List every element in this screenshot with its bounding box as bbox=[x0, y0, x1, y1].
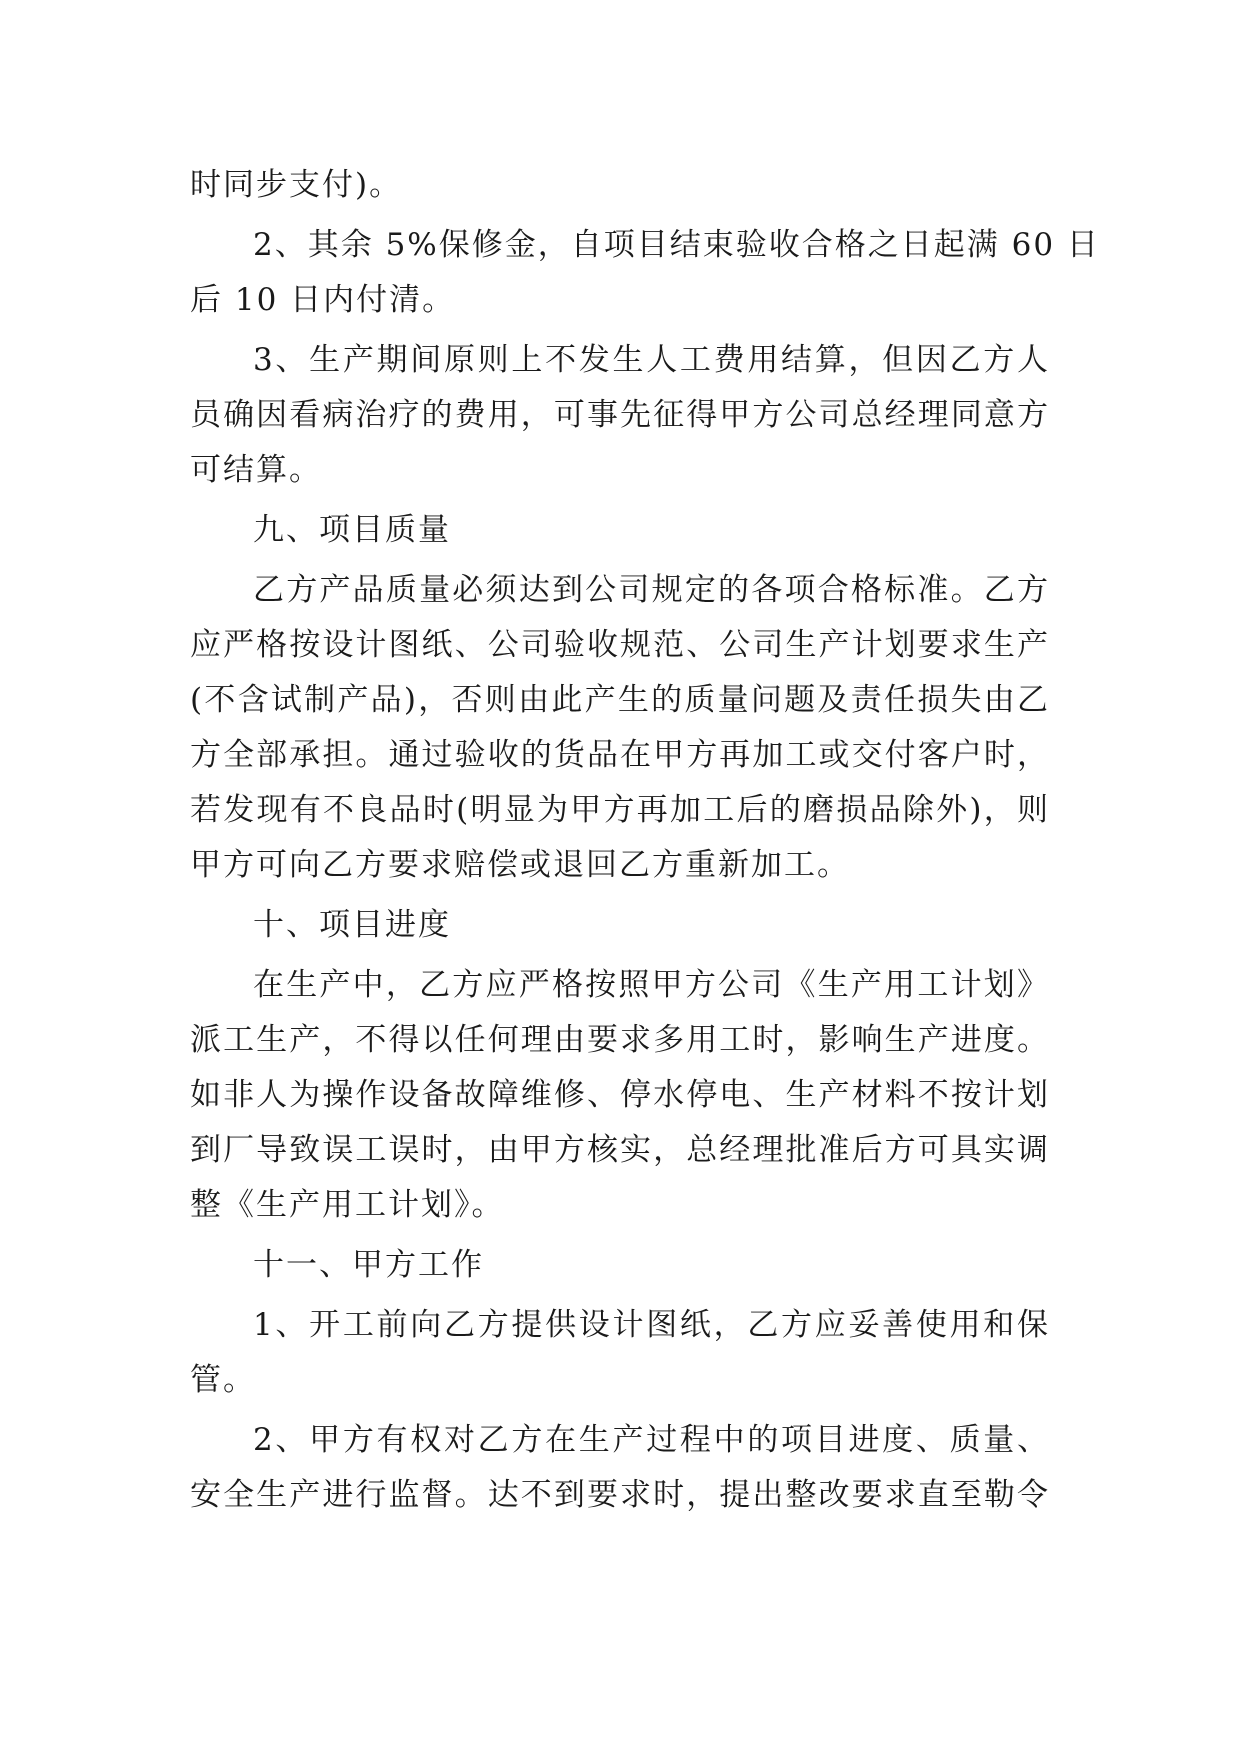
text-line: 在生产中，乙方应严格按照甲方公司《生产用工计划》 bbox=[253, 967, 1050, 1003]
text-line: 时同步支付)。 bbox=[190, 167, 403, 203]
text-line: 到厂导致误工误时，由甲方核实，总经理批准后方可具实调 bbox=[190, 1132, 1050, 1168]
text-line: 1、开工前向乙方提供设计图纸，乙方应妥善使用和保 bbox=[253, 1307, 1050, 1343]
text-line: 方全部承担。通过验收的货品在甲方再加工或交付客户时， bbox=[190, 737, 1050, 773]
text-line: 乙方产品质量必须达到公司规定的各项合格标准。乙方 bbox=[253, 572, 1050, 608]
text-line: 后 10 日内付清。 bbox=[190, 282, 456, 318]
text-line: (不含试制产品)，否则由此产生的质量问题及责任损失由乙 bbox=[190, 682, 1050, 718]
text-line: 派工生产，不得以任何理由要求多用工时，影响生产进度。 bbox=[190, 1022, 1050, 1058]
text-line: 可结算。 bbox=[190, 452, 322, 488]
text-line: 2、其余 5%保修金，自项目结束验收合格之日起满 60 日 bbox=[253, 227, 1100, 263]
text-line: 2、甲方有权对乙方在生产过程中的项目进度、质量、 bbox=[253, 1422, 1050, 1458]
section-heading: 九、项目质量 bbox=[253, 512, 451, 548]
text-line: 若发现有不良品时(明显为甲方再加工后的磨损品除外)，则 bbox=[190, 792, 1050, 828]
text-line: 应严格按设计图纸、公司验收规范、公司生产计划要求生产 bbox=[190, 627, 1050, 663]
text-line: 甲方可向乙方要求赔偿或退回乙方重新加工。 bbox=[190, 847, 850, 883]
text-line: 管。 bbox=[190, 1362, 256, 1398]
text-line: 如非人为操作设备故障维修、停水停电、生产材料不按计划 bbox=[190, 1077, 1050, 1113]
text-line: 整《生产用工计划》。 bbox=[190, 1187, 505, 1223]
text-line: 员确因看病治疗的费用，可事先征得甲方公司总经理同意方 bbox=[190, 397, 1050, 433]
text-line: 安全生产进行监督。达不到要求时，提出整改要求直至勒令 bbox=[190, 1477, 1050, 1513]
section-heading: 十一、甲方工作 bbox=[253, 1247, 484, 1283]
text-line: 3、生产期间原则上不发生人工费用结算，但因乙方人 bbox=[253, 342, 1050, 378]
section-heading: 十、项目进度 bbox=[253, 907, 451, 943]
